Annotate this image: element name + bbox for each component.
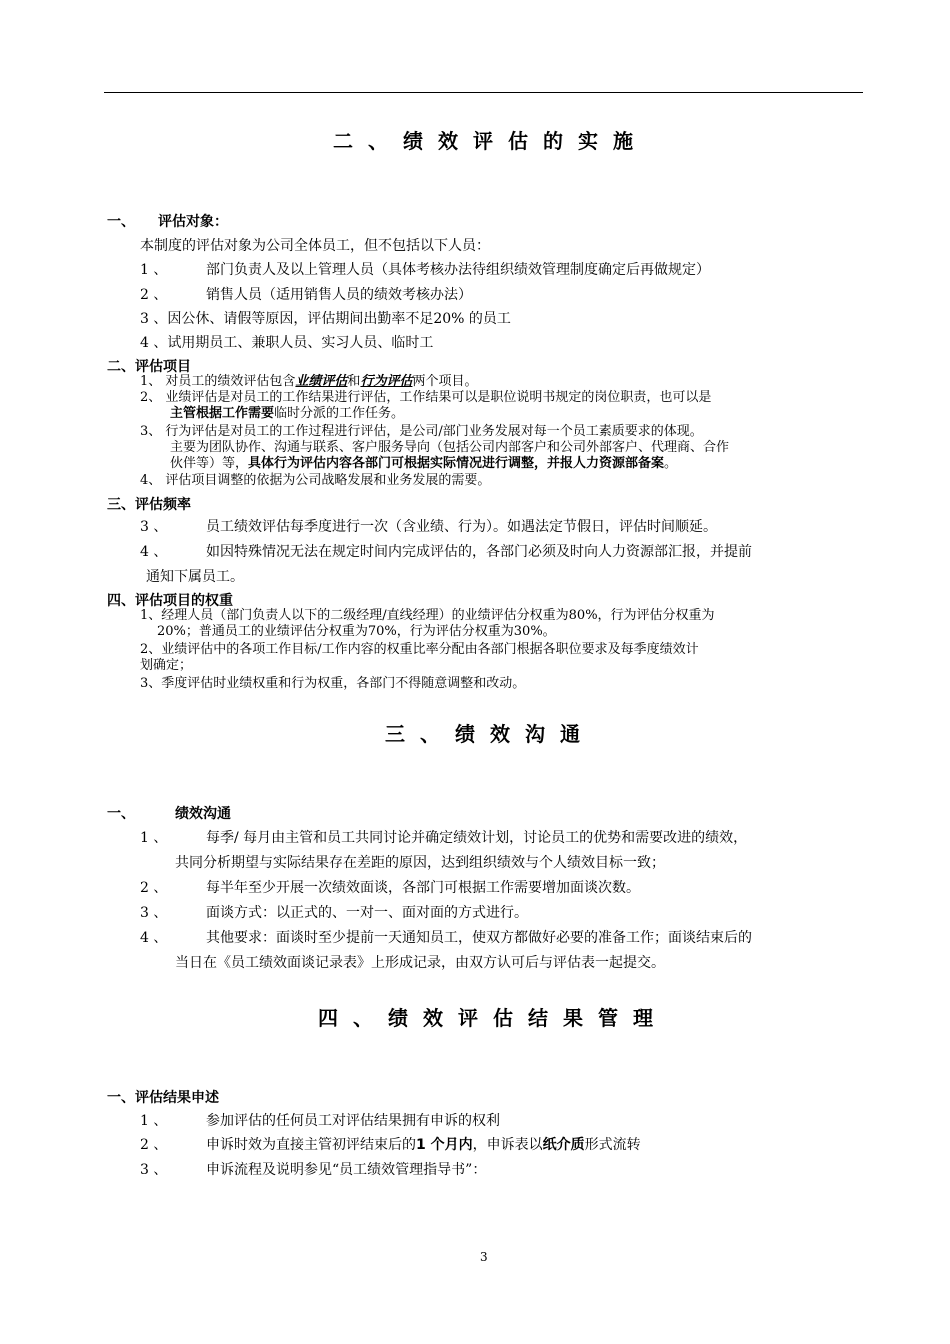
list-num: 1 、	[140, 262, 168, 278]
emphasis: 具体行为评估内容各部门可根据实际情况进行调整，并报人力资源部备案	[248, 456, 665, 471]
list-num: 4 、	[140, 930, 168, 946]
list-item-line: 3、 行为评估是对员工的工作过程进行评估，是公司/部门业务发展对每一个员工素质要求的体现。	[140, 424, 703, 439]
list-item	[140, 542, 752, 562]
subsection-title: 四、评估项目的权重	[107, 593, 233, 609]
list-item-line: 主要为团队协作、沟通与联系、客户服务导向（包括公司内部客户和公司外部客户、代理商、合作	[170, 440, 730, 455]
list-text: 1、 对员工的绩效评估包含	[140, 374, 296, 389]
list-item-cont: 当日在《员工绩效面谈记录表》上形成记录，由双方认可后与评估表一起提交。	[175, 955, 665, 971]
list-item	[140, 828, 747, 848]
list-item	[140, 928, 752, 948]
list-num: 3 、	[140, 311, 168, 327]
list-item-cont: 通知下属员工。	[146, 569, 244, 585]
list-item-line: 3、季度评估时业绩权重和行为权重，各部门不得随意调整和改动。	[140, 676, 526, 691]
subsection-title: 评估对象：	[158, 214, 228, 230]
list-num: 2 、	[140, 1137, 168, 1153]
list-num: 3 、	[140, 519, 168, 535]
list-num: 2 、	[140, 880, 168, 896]
list-text: 其他要求：面谈时至少提前一天通知员工，使双方都做好必要的准备工作；面谈结束后的	[206, 930, 752, 946]
list-num: 1 、	[140, 830, 168, 846]
list-text: 两个项目。	[412, 374, 478, 389]
subsection-title: 一、评估结果申述	[107, 1090, 219, 1106]
list-item-line	[170, 406, 404, 421]
emphasis: 1 个月内	[416, 1137, 473, 1153]
list-num: 3 、	[140, 1162, 168, 1178]
section-title-3: 三、绩效沟通	[385, 722, 595, 746]
list-text: 如因特殊情况无法在规定时间内完成评估的，各部门必须及时向人力资源部汇报，并提前	[206, 544, 752, 560]
header-rule	[104, 92, 863, 93]
list-item	[140, 374, 477, 389]
subsection-title: 二、评估项目	[107, 359, 191, 375]
emphasis: 纸介质	[542, 1137, 585, 1153]
keyword: 业绩评估	[295, 374, 348, 389]
subsection-num: 一、	[107, 806, 135, 822]
list-text: 。	[664, 456, 678, 471]
keyword: 行为评估	[360, 374, 413, 389]
list-text: 临时分派的工作任务。	[274, 406, 405, 421]
list-item	[140, 903, 528, 923]
page-number: 3	[480, 1250, 488, 1264]
list-item-line: 2、业绩评估中的各项工作目标/工作内容的权重比率分配由各部门根据各职位要求及每季度绩效计	[140, 642, 699, 657]
list-item-line: 1、经理人员（部门负责人以下的二级经理/直线经理）的业绩评估分权重为80%，行为评估分权重为	[140, 608, 715, 623]
list-item	[140, 260, 710, 280]
list-item-line	[170, 456, 677, 471]
list-item-line: 4、 评估项目调整的依据为公司战略发展和业务发展的需要。	[140, 473, 491, 488]
list-text: 因公休、请假等原因，评估期间出勤率不足20% 的员工	[167, 311, 511, 327]
emphasis: 主管根据工作需要	[170, 406, 275, 421]
list-text: 部门负责人及以上管理人员（具体考核办法待组织绩效管理制度确定后再做规定）	[206, 262, 710, 278]
section-title-4: 四、绩效评估结果管理	[318, 1006, 668, 1030]
list-text: 形式流转	[584, 1137, 641, 1153]
section-title-2: 二、绩效评估的实施	[333, 129, 648, 153]
list-item	[140, 517, 717, 537]
list-item-line: 20%；普通员工的业绩评估分权重为70%，行为评估分权重为30%。	[157, 624, 556, 639]
list-num: 1 、	[140, 1113, 168, 1129]
list-num: 4 、	[140, 544, 168, 560]
list-text: ，申诉表以	[472, 1137, 543, 1153]
list-text: 销售人员（适用销售人员的绩效考核办法）	[206, 287, 472, 303]
list-text: 和	[347, 374, 361, 389]
list-item	[140, 1111, 500, 1131]
list-text: 每季/ 每月由主管和员工共同讨论并确定绩效计划，讨论员工的优势和需要改进的绩效，	[206, 830, 748, 846]
subsection-title: 三、评估频率	[107, 497, 191, 513]
list-text: 面谈方式：以正式的、一对一、面对面的方式进行。	[206, 905, 528, 921]
list-text: 试用期员工、兼职人员、实习人员、临时工	[167, 335, 434, 351]
list-item	[140, 285, 472, 305]
list-num: 2 、	[140, 287, 168, 303]
list-item	[140, 878, 640, 898]
list-text: 申诉流程及说明参见“员工绩效管理指导书”：	[206, 1162, 487, 1178]
list-num: 3 、	[140, 905, 168, 921]
list-item-line: 划确定；	[140, 658, 193, 673]
list-item	[140, 333, 433, 353]
list-item-line: 2、 业绩评估是对员工的工作结果进行评估，工作结果可以是职位说明书规定的岗位职责，也可以是	[140, 390, 712, 405]
list-item	[140, 309, 511, 329]
list-text: 每半年至少开展一次绩效面谈，各部门可根据工作需要增加面谈次数。	[206, 880, 640, 896]
list-text: 参加评估的任何员工对评估结果拥有申诉的权利	[206, 1113, 500, 1129]
subsection-title: 绩效沟通	[175, 806, 231, 822]
list-item	[140, 1135, 641, 1155]
list-num: 4 、	[140, 335, 168, 351]
list-item	[140, 1160, 486, 1180]
list-text: 申诉时效为直接主管初评结束后的	[206, 1137, 416, 1153]
list-text: 员工绩效评估每季度进行一次（含业绩、行为）。如遇法定节假日，评估时间顺延。	[206, 519, 717, 535]
list-item-cont: 共同分析期望与实际结果存在差距的原因，达到组织绩效与个人绩效目标一致；	[175, 855, 665, 871]
list-text: 伙伴等）等，	[170, 456, 249, 471]
subsection-num: 一、	[107, 214, 135, 230]
paragraph: 本制度的评估对象为公司全体员工，但不包括以下人员：	[140, 238, 490, 254]
